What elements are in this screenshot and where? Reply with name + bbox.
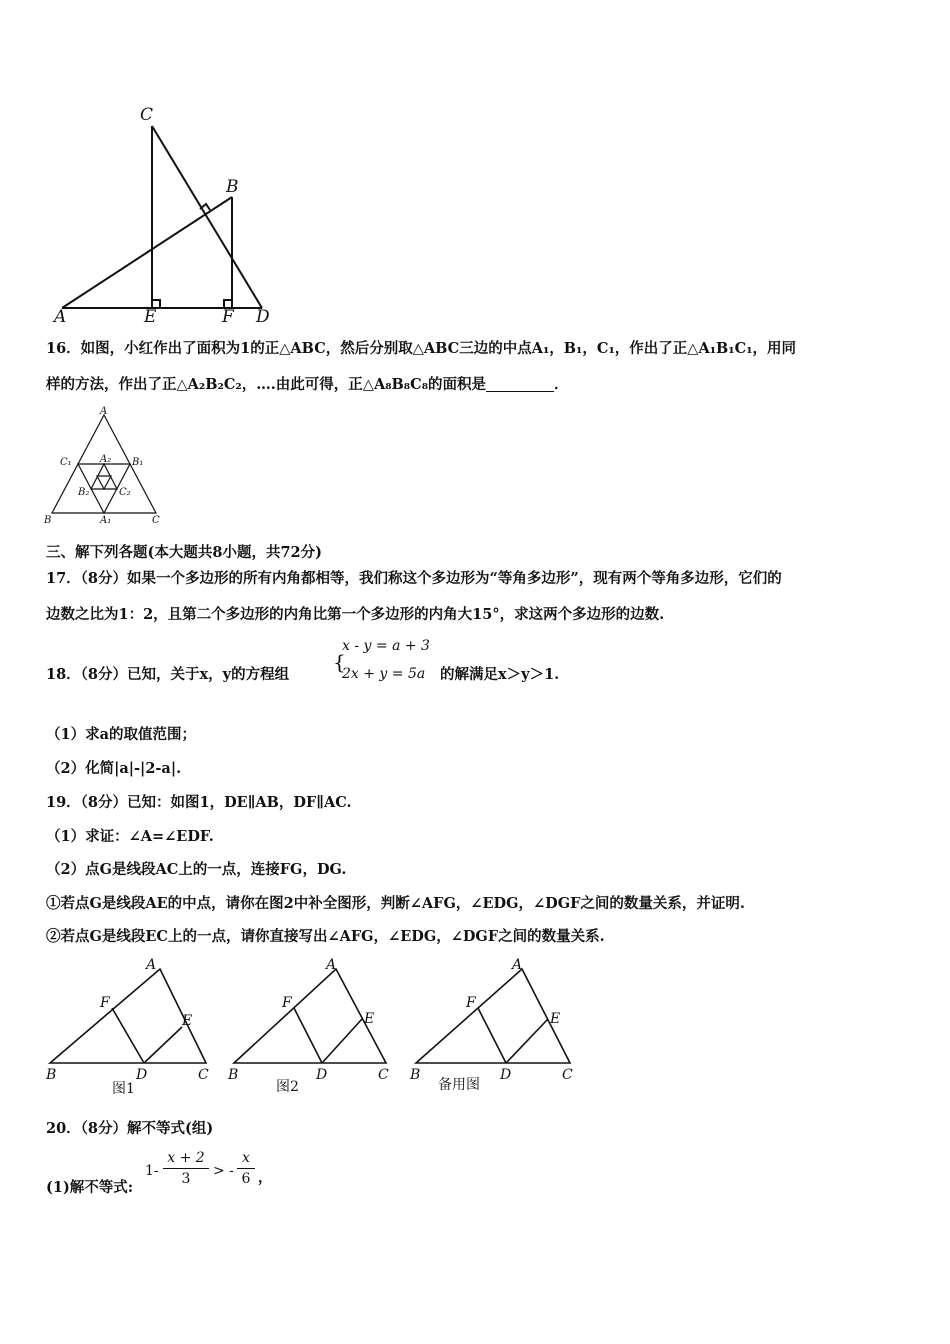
label-B1: B₁: [132, 457, 144, 468]
figure-19-1: [40, 955, 220, 1100]
frac2-den: 6: [241, 1171, 251, 1187]
label-B: B: [226, 177, 239, 197]
label-D: D: [500, 1067, 512, 1083]
figure-caption: 图2: [276, 1079, 299, 1095]
q19-line1: 19．（8分）已知：如图1，DE∥AB，DF∥AC.: [46, 794, 352, 811]
q18-suffix: 的解满足x＞y＞1.: [440, 666, 560, 683]
label-B2: B₂: [78, 487, 90, 498]
label-A1: A₁: [100, 515, 112, 526]
figure-caption: 备用图: [438, 1077, 480, 1093]
figure-19-3: [408, 955, 588, 1100]
figure-15: [50, 100, 280, 325]
label-C: C: [378, 1067, 389, 1083]
q19-line2: （1）求证：∠A=∠EDF.: [46, 828, 214, 845]
label-C1: C₁: [60, 457, 72, 468]
q18-prefix: 18．（8分）已知，关于x，y的方程组: [46, 666, 290, 683]
q17-line1: 17．（8分）如果一个多边形的所有内角都相等，我们称这个多边形为“等角多边形”，现有两个等角多边形，它们的: [46, 570, 782, 587]
label-F: F: [222, 307, 234, 325]
q16-line2: 样的方法，作出了正△A₂B₂C₂，….由此可得，正△A₈B₈C₈的面积是 ．: [46, 376, 569, 393]
q18-part1: （1）求a的取值范围；: [46, 726, 196, 743]
label-F: F: [100, 995, 110, 1011]
q20-title: 20．（8分）解不等式(组): [46, 1120, 214, 1137]
q18-eq2: 2x + y = 5a: [342, 666, 426, 682]
q16-line1: 16．如图，小红作出了面积为1的正△ABC，然后分别取△ABC三边的中点A₁，B₁，C₁，作出了正△A₁B₁C₁，用同: [46, 340, 797, 357]
label-D: D: [256, 307, 270, 325]
label-B: B: [46, 1067, 57, 1083]
answer-blank[interactable]: [486, 379, 554, 392]
label-E: E: [550, 1011, 561, 1027]
label-C: C: [140, 105, 154, 125]
brace: {: [333, 650, 346, 674]
label-A: A: [326, 957, 337, 973]
ineq-one: 1-: [145, 1163, 159, 1179]
label-C: C: [152, 515, 160, 526]
figure-16: [42, 405, 172, 527]
label-B: B: [44, 515, 52, 526]
label-F: F: [466, 995, 476, 1011]
fraction-1: [163, 1150, 209, 1187]
label-C2: C₂: [119, 487, 131, 498]
q19-line4: ①若点G是线段AE的中点，请你在图2中补全图形，判断∠AFG，∠EDG，∠DGF之间的数量关系，并证明.: [46, 895, 745, 912]
label-D: D: [316, 1067, 328, 1083]
frac1-den: 3: [181, 1171, 191, 1187]
label-C: C: [562, 1067, 573, 1083]
frac2-num: x: [242, 1150, 250, 1166]
q18-part2: （2）化简|a|-|2-a|.: [46, 760, 182, 777]
label-B: B: [410, 1067, 421, 1083]
figure-19-2: [224, 955, 404, 1100]
ineq-end: ，: [258, 1170, 272, 1186]
fraction-2: [237, 1150, 255, 1187]
label-A: A: [100, 406, 108, 417]
section-title: 三、解下列各题(本大题共8小题，共72分): [46, 544, 322, 561]
label-B: B: [228, 1067, 239, 1083]
q19-line3: （2）点G是线段AC上的一点，连接FG，DG.: [46, 861, 347, 878]
label-F: F: [282, 995, 292, 1011]
label-A: A: [146, 957, 157, 973]
q19-line5: ②若点G是线段EC上的一点，请你直接写出∠AFG，∠EDG，∠DGF之间的数量关系.: [46, 928, 605, 945]
q20-part1-label: (1)解不等式:: [46, 1179, 134, 1196]
q18-eq1: x - y = a + 3: [342, 638, 430, 654]
label-D: D: [136, 1067, 148, 1083]
label-E: E: [182, 1013, 193, 1029]
label-C: C: [198, 1067, 209, 1083]
label-A2: A₂: [100, 454, 112, 465]
figure-caption: 图1: [112, 1081, 135, 1097]
q17-line2: 边数之比为1：2，且第二个多边形的内角比第一个多边形的内角大15°，求这两个多边形的边数.: [46, 606, 665, 623]
label-E: E: [144, 307, 157, 325]
label-A: A: [54, 307, 67, 325]
label-A: A: [512, 957, 523, 973]
ineq-gt: > -: [213, 1163, 234, 1179]
frac1-num: x + 2: [167, 1150, 205, 1166]
label-E: E: [364, 1011, 375, 1027]
